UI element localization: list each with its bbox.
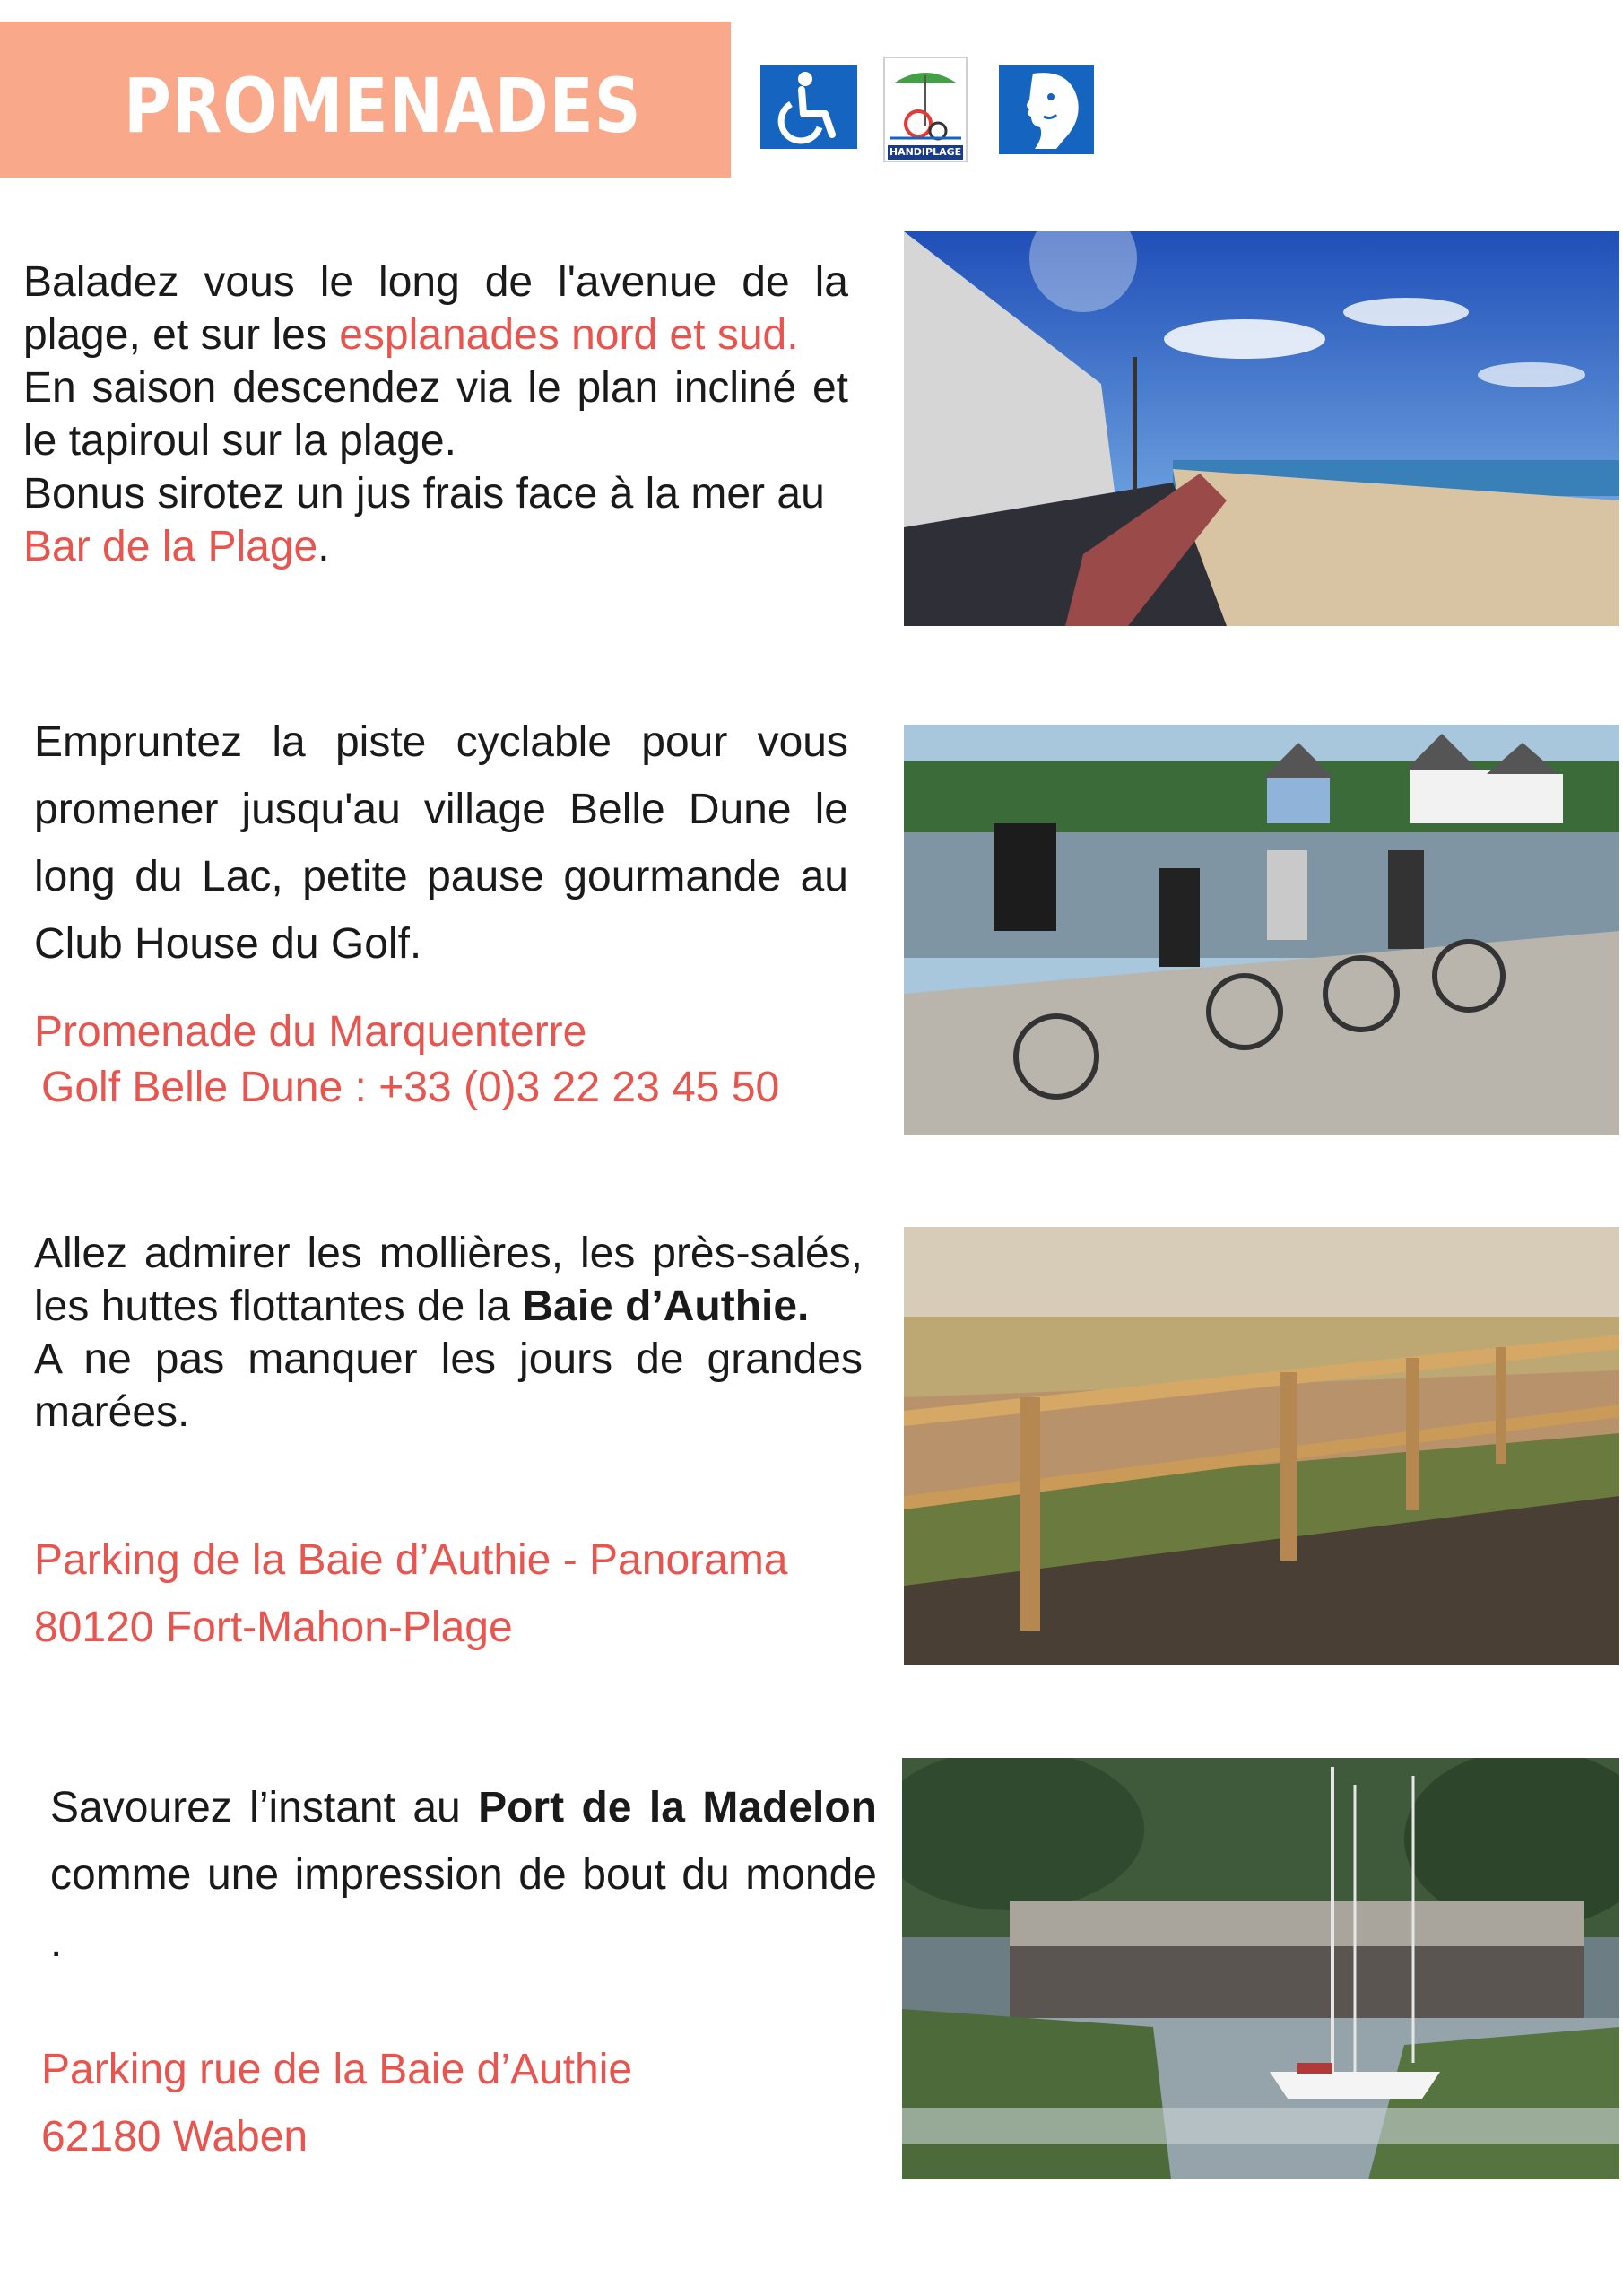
section4-text bbox=[50, 1774, 877, 1976]
wheelchair-accessibility-icon bbox=[760, 65, 857, 149]
port-de-la-madelon-label: Port de la Madelon bbox=[478, 1784, 877, 1831]
fort-mahon-address: 80120 Fort-Mahon-Plage bbox=[34, 1604, 513, 1651]
waben-address: 62180 Waben bbox=[41, 2113, 308, 2161]
section3-text bbox=[34, 1227, 863, 1439]
section1-intro: Baladez vous le long de l'avenue de la plage, et sur les bbox=[23, 258, 848, 359]
page-title: PROMENADES bbox=[124, 62, 642, 150]
section2-address bbox=[34, 1004, 779, 1116]
handiplage-label: HANDIPLAGE bbox=[889, 146, 962, 158]
bar-de-la-plage-link[interactable]: Bar de la Plage bbox=[23, 523, 318, 570]
beach-promenade-photo bbox=[904, 231, 1619, 626]
section1-season: En saison descendez via le plan incliné et le tapiroul sur la plage. bbox=[23, 364, 848, 465]
baie-dauthie-label: Baie d’Authie. bbox=[522, 1283, 810, 1330]
section3-address bbox=[34, 1526, 788, 1661]
section3-intro: Allez admirer les mollières, les près-salés, les huttes flottantes de la bbox=[34, 1230, 863, 1330]
parking-rue-label: Parking rue de la Baie d’Authie bbox=[41, 2046, 633, 2093]
golf-belle-dune-phone[interactable]: Golf Belle Dune : +33 (0)3 22 23 45 50 bbox=[41, 1064, 780, 1111]
section1-bonus: Bonus sirotez un jus frais face à la mer au bbox=[23, 470, 825, 517]
section4-address bbox=[41, 2036, 632, 2170]
esplanades-link[interactable]: esplanades nord et sud. bbox=[339, 311, 799, 359]
section1-period: . bbox=[317, 523, 330, 570]
section4-rest: comme une impression de bout du monde . bbox=[50, 1851, 877, 1966]
promenade-marquenterre-label: Promenade du Marquenterre bbox=[34, 1008, 587, 1056]
handiplage-logo bbox=[882, 56, 968, 163]
mental-disability-icon bbox=[999, 65, 1094, 154]
section4-intro: Savourez l’instant au bbox=[50, 1784, 479, 1831]
page-header bbox=[0, 22, 731, 178]
section2-paragraph: Empruntez la piste cyclable pour vous promener jusqu'au village Belle Dune le long du Lac, petite pause gourmande au Club House du Golf. bbox=[34, 718, 848, 968]
baie-dauthie-photo bbox=[904, 1227, 1619, 1665]
section2-text bbox=[34, 709, 848, 978]
section1-text bbox=[23, 256, 848, 573]
port-madelon-photo bbox=[902, 1758, 1619, 2179]
cyclists-lake-photo bbox=[904, 725, 1619, 1135]
parking-panorama-label: Parking de la Baie d’Authie - Panorama bbox=[34, 1536, 788, 1584]
section3-tides: A ne pas manquer les jours de grandes marées. bbox=[34, 1335, 863, 1436]
